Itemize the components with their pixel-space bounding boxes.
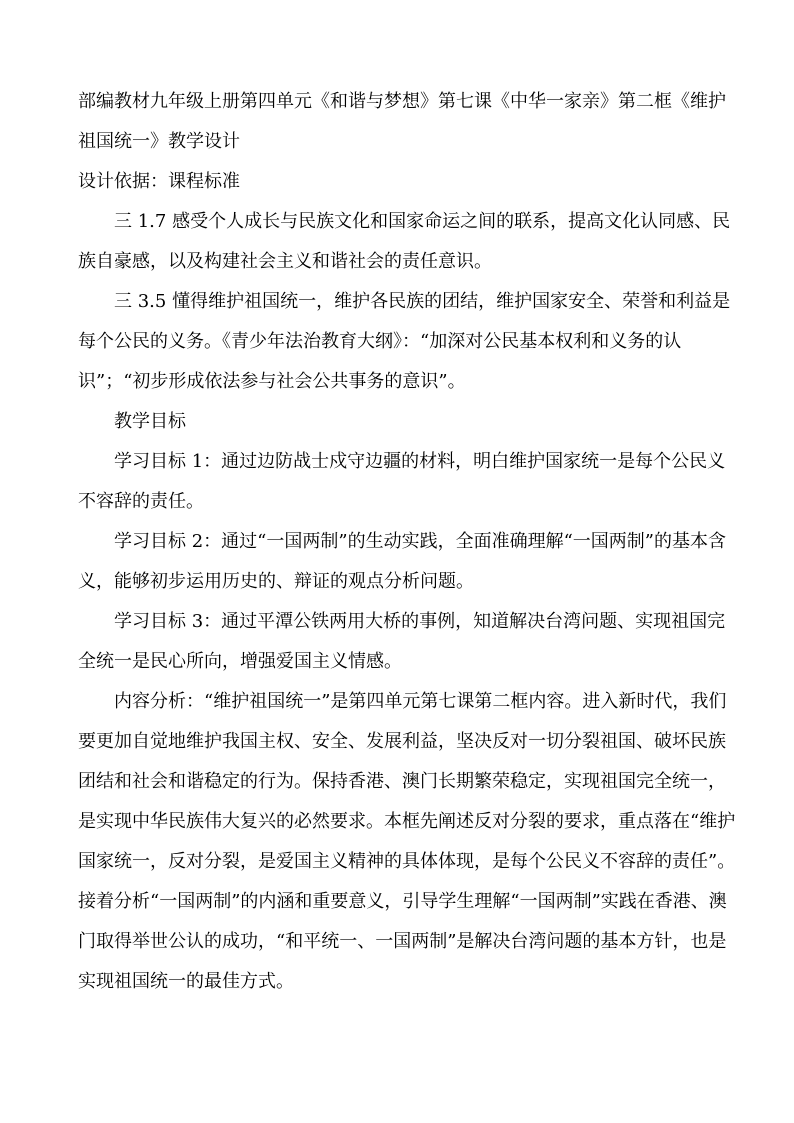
learning-goal-3: 学习目标 3：通过平潭公铁两用大桥的事例，知道解决台湾问题、实现祖国完全统一是民心所向，增强爱国主义情感。: [78, 611, 726, 672]
learning-goal-2: 学习目标 2：通过“一国两制”的生动实践，全面准确理解“一国两制”的基本含义，能够初步运用历史的、辩证的观点分析问题。: [78, 531, 726, 592]
section-heading-teaching-goals: 教学目标: [114, 411, 186, 432]
document-title: 部编教材九年级上册第四单元《和谐与梦想》第七课《中华一家亲》第二框《维护祖国统一》教学设计: [78, 91, 726, 152]
document-page: [78, 82, 738, 1002]
learning-goal-1: 学习目标 1：通过边防战士戍守边疆的材料，明白维护国家统一是每个公民义不容辞的责任。: [78, 451, 726, 512]
design-basis: 设计依据：课程标准: [78, 171, 240, 192]
paragraph-standard-1-7: 三 1.7 感受个人成长与民族文化和国家命运之间的联系，提高文化认同感、民族自豪感，以及构建社会主义和谐社会的责任意识。: [78, 211, 731, 272]
paragraph-standard-3-5: 三 3.5 懂得维护祖国统一，维护各民族的团结，维护国家安全、荣誉和利益是每个公民的义务。《青少年法治教育大纲》：“加深对公民基本权利和义务的认识”；“初步形成依法参与社会公共事务的意识”。: [78, 291, 731, 392]
content-analysis: 内容分析：“维护祖国统一”是第四单元第七课第二框内容。进入新时代，我们要更加自觉地维护我国主权、安全、发展利益，坚决反对一切分裂祖国、破坏民族团结和社会和谐稳定的行为。保持香港、澳门长期繁荣稳定，实现祖国完全统一，是实现中华民族伟大复兴的必然要求。本框先阐述反对分裂的要求，重点落在“维护国家统一，反对分裂，是爱国主义精神的具体体现，是每个公民义不容辞的责任”。接着分析“一国两制”的内涵和重要意义，引导学生理解“一国两制”实践在香港、澳门取得举世公认的成功，“和平统一、一国两制”是解决台湾问题的基本方针，也是实现祖国统一的最佳方式。: [78, 691, 736, 992]
